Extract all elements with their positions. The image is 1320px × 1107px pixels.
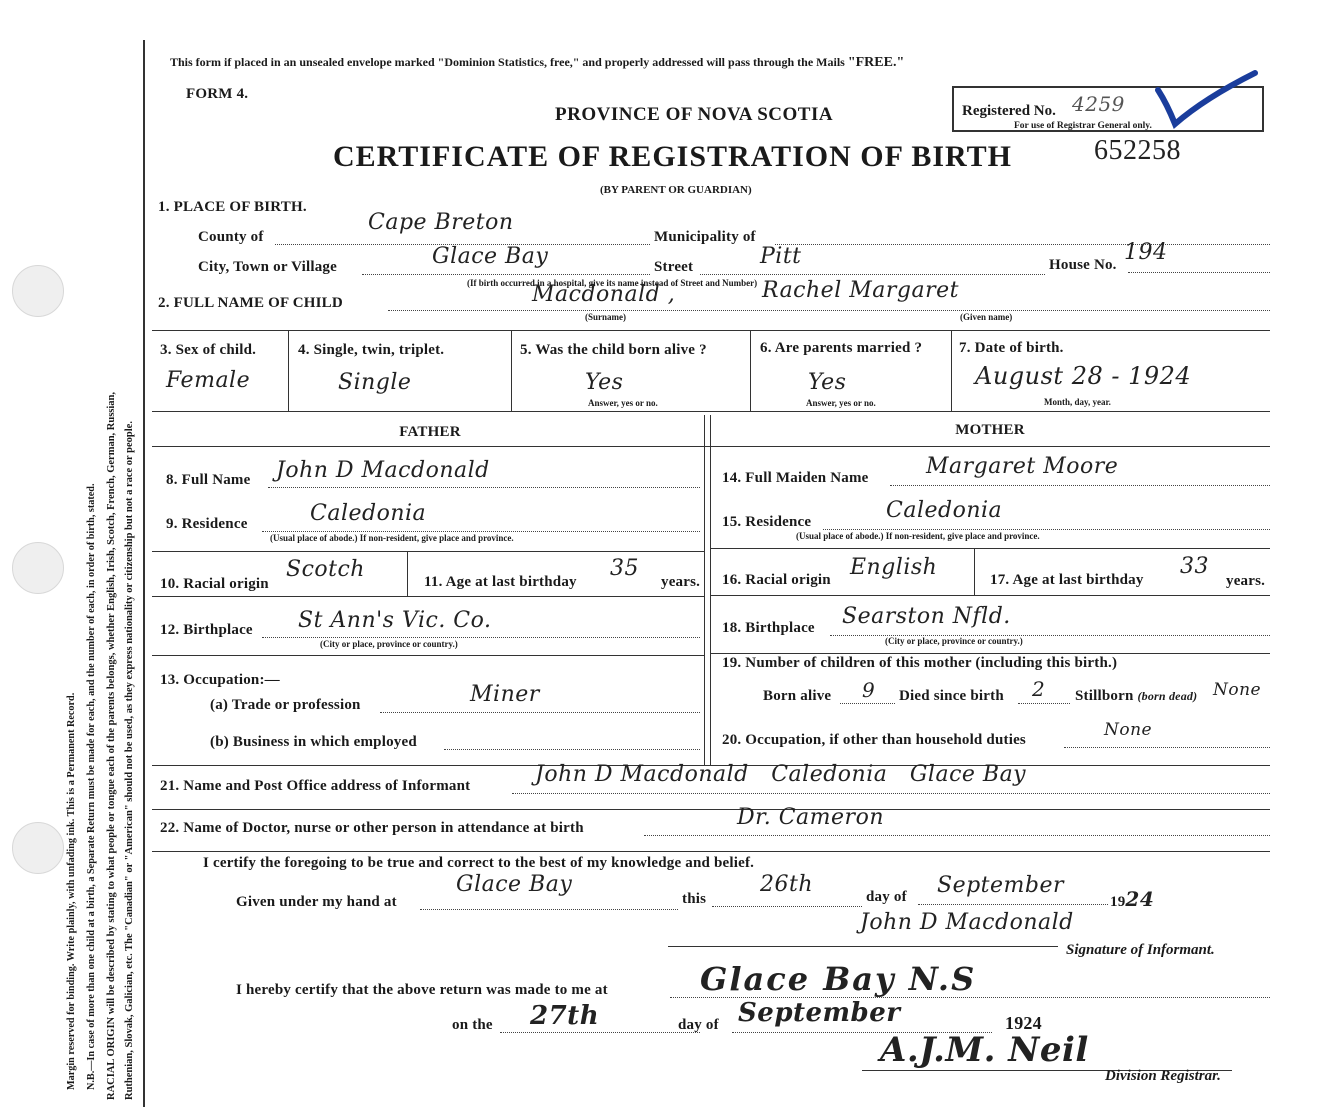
binding-hole-bottom [12, 822, 64, 874]
given-day-of-label: day of [866, 889, 907, 905]
mother-name-label: 14. Full Maiden Name [722, 470, 869, 486]
date-of-birth-value: August 28 - 1924 [975, 362, 1192, 390]
given-year-label: 1924 [1110, 887, 1155, 911]
city-label: City, Town or Village [198, 259, 337, 275]
father-racial-divider [407, 551, 408, 596]
mother-occupation-label: 20. Occupation, if other than household duties [722, 732, 1026, 748]
margin-note-racial-origin-cont: Ruthenian, Slovak, Galician, etc. The "Canadian" or "American" should not be used, as they express nationality or citizenship but not a race or people. [124, 421, 135, 1100]
father-business-line [444, 749, 700, 750]
plurality-label: 4. Single, twin, triplet. [298, 342, 445, 358]
father-rule-1 [152, 551, 704, 552]
stamp-number: 652258 [1094, 135, 1181, 166]
died-since-birth-value: 2 [1032, 677, 1046, 701]
died-since-birth-line [1018, 703, 1070, 704]
mother-rule-1 [710, 548, 1270, 549]
house-no-label: House No. [1049, 257, 1117, 273]
province-heading: PROVINCE OF NOVA SCOTIA [555, 104, 834, 125]
given-place-line [420, 909, 678, 910]
informant-signature-line [668, 946, 1058, 947]
stillborn-label: Stillborn (born dead) [1075, 688, 1198, 704]
father-rule-2 [152, 596, 704, 597]
father-birthplace-label: 12. Birthplace [160, 622, 253, 638]
municipality-label: Municipality of [654, 229, 756, 245]
row3-bottom-rule [152, 411, 1270, 412]
given-under-label: Given under my hand at [236, 894, 397, 910]
informant-signature-caption: Signature of Informant. [1066, 942, 1215, 958]
father-age-unit: years. [661, 574, 701, 590]
parents-married-label: 6. Are parents married ? [760, 340, 923, 356]
parents-center-divider-b [710, 415, 711, 765]
doctor-line [644, 835, 1270, 836]
given-day-value: 26th [760, 872, 814, 897]
street-label: Street [654, 259, 694, 275]
child-given-name-value: Rachel Margaret [762, 278, 959, 303]
registrar-day-of-label: day of [678, 1017, 719, 1033]
mother-children-label: 19. Number of children of this mother (including this birth.) [722, 655, 1118, 671]
father-trade-label: (a) Trade or profession [210, 697, 361, 713]
informant-line [512, 793, 1270, 794]
margin-note-binding: Margin reserved for binding. Write plainly, with unfading ink. This is a Permanent Record. [66, 692, 77, 1090]
parents-center-divider-a [704, 415, 705, 765]
city-value: Glace Bay [432, 244, 549, 269]
margin-note-racial-origin: RACIAL ORIGIN will be described by stating to what people or tongue each of the parents belongs, whether English, Irish, Scotch, French, German, Russian, [106, 391, 117, 1100]
registrar-use-note: For use of Registrar General only. [1014, 121, 1152, 131]
blue-check-mark [1155, 68, 1265, 138]
binding-hole-top [12, 265, 64, 317]
this-label: this [682, 891, 707, 907]
mother-rule-3 [710, 653, 1270, 654]
mother-occupation-value: None [1104, 720, 1153, 740]
father-birthplace-line [262, 637, 700, 638]
registrar-month-value: September [738, 998, 901, 1028]
mother-occupation-line [1064, 747, 1270, 748]
mail-notice: This form if placed in an unsealed envelope marked "Dominion Statistics, free," and properly addressed will pass through the Mails "FREE." [170, 55, 905, 70]
registrar-day-line [500, 1032, 700, 1033]
stillborn-value: None [1213, 680, 1262, 700]
mother-residence-label: 15. Residence [722, 514, 812, 530]
informant-value: John D Macdonald Caledonia Glace Bay [535, 762, 1027, 787]
father-rule-3 [152, 655, 704, 656]
father-name-value: John D Macdonald [276, 458, 490, 483]
mother-heading: MOTHER [955, 422, 1025, 438]
registrar-statement: I hereby certify that the above return was made to me at [236, 982, 608, 998]
mother-birthplace-label: 18. Birthplace [722, 620, 815, 636]
parents-married-note: Answer, yes or no. [806, 398, 876, 408]
given-month-value: September [937, 873, 1065, 898]
mother-age-value: 33 [1180, 554, 1209, 579]
sex-label: 3. Sex of child. [160, 342, 257, 358]
father-age-value: 35 [610, 556, 639, 581]
mother-birthplace-note: (City or place, province or country.) [885, 636, 1023, 646]
given-place-value: Glace Bay [456, 872, 573, 897]
parents-married-value: Yes [808, 370, 847, 395]
father-occupation-label: 13. Occupation:— [160, 672, 280, 688]
mother-racial-label: 16. Racial origin [722, 572, 831, 588]
municipality-line [775, 244, 1270, 245]
street-value: Pitt [760, 244, 802, 269]
father-name-line [268, 487, 700, 488]
registrar-year-value: 1924 [1005, 1013, 1042, 1033]
father-age-label: 11. Age at last birthday [424, 574, 577, 590]
row3-divider-1 [288, 330, 289, 411]
form-number: FORM 4. [186, 86, 249, 102]
certification-top-rule [152, 851, 1270, 852]
row3-divider-3 [750, 330, 751, 411]
mother-age-label: 17. Age at last birthday [990, 572, 1144, 588]
surname-caption: (Surname) [585, 312, 626, 322]
certificate-subtitle: (BY PARENT OR GUARDIAN) [600, 184, 752, 196]
mother-age-unit: years. [1226, 573, 1266, 589]
father-birthplace-note: (City or place, province or country.) [320, 639, 458, 649]
father-birthplace-value: St Ann's Vic. Co. [298, 608, 492, 633]
date-of-birth-label: 7. Date of birth. [959, 340, 1064, 356]
doctor-top-rule [152, 809, 1270, 810]
father-racial-label: 10. Racial origin [160, 576, 269, 592]
born-alive-count-label: Born alive [763, 688, 832, 704]
died-since-birth-label: Died since birth [899, 688, 1004, 704]
house-no-line [1128, 272, 1270, 273]
house-no-value: 194 [1124, 240, 1168, 265]
registered-no-value: 4259 [1072, 92, 1125, 116]
sex-value: Female [166, 368, 251, 393]
informant-label: 21. Name and Post Office address of Informant [160, 778, 471, 794]
born-alive-label: 5. Was the child born alive ? [520, 342, 707, 358]
mother-residence-value: Caledonia [886, 498, 1003, 523]
father-trade-line [380, 712, 700, 713]
father-residence-label: 9. Residence [166, 516, 248, 532]
binding-margin-line [143, 40, 145, 1107]
hospital-note: (If birth occurred in a hospital, give its name instead of Street and Number) [467, 278, 758, 288]
registrar-signature: A.J.M. Neil [880, 1030, 1089, 1070]
father-business-label: (b) Business in which employed [210, 734, 417, 750]
child-name-line [388, 310, 1270, 311]
father-racial-value: Scotch [286, 557, 365, 582]
certification-statement: I certify the foregoing to be true and correct to the best of my knowledge and belief. [203, 855, 755, 871]
informant-signature: John D Macdonald [860, 910, 1074, 935]
mother-residence-note: (Usual place of abode.) If non-resident, give place and province. [796, 531, 1040, 541]
registrar-signature-caption: Division Registrar. [1105, 1068, 1221, 1084]
mother-rule-2 [710, 595, 1270, 596]
child-name-label: 2. FULL NAME OF CHILD [158, 295, 343, 311]
father-heading: FATHER [399, 424, 461, 440]
plurality-value: Single [338, 370, 412, 395]
father-trade-value: Miner [470, 682, 540, 707]
doctor-label: 22. Name of Doctor, nurse or other person in attendance at birth [160, 820, 584, 836]
margin-note-multiple-births: N.B.—In case of more than one child at a birth, a Separate Return must be made for each, and the number of each, in order of birth, stated. [86, 483, 97, 1090]
city-line [362, 274, 650, 275]
father-residence-value: Caledonia [310, 501, 427, 526]
row3-divider-4 [951, 330, 952, 411]
registrar-day-value: 27th [530, 1001, 600, 1031]
born-alive-count-value: 9 [862, 678, 876, 702]
mother-birthplace-value: Searston Nfld. [842, 604, 1011, 629]
mother-racial-value: English [850, 555, 938, 580]
registrar-place-value: Glace Bay N.S [700, 960, 977, 998]
registered-no-label: Registered No. [962, 103, 1056, 119]
street-line [700, 274, 1045, 275]
registrar-on-label: on the [452, 1017, 493, 1033]
county-label: County of [198, 229, 264, 245]
father-name-label: 8. Full Name [166, 472, 251, 488]
certificate-title: CERTIFICATE OF REGISTRATION OF BIRTH [333, 140, 1012, 173]
binding-hole-middle [12, 542, 64, 594]
doctor-value: Dr. Cameron [737, 805, 884, 830]
mother-racial-divider [974, 548, 975, 595]
given-day-line [712, 906, 862, 907]
place-of-birth-label: 1. PLACE OF BIRTH. [158, 199, 307, 215]
mother-name-value: Margaret Moore [926, 454, 1119, 479]
child-surname-value: Macdonald , [532, 282, 676, 307]
given-name-caption: (Given name) [960, 312, 1013, 322]
born-alive-note: Answer, yes or no. [588, 398, 658, 408]
mother-name-line [890, 485, 1270, 486]
row3-top-rule [152, 330, 1270, 331]
given-month-line [918, 904, 1108, 905]
parents-heading-rule [152, 446, 1270, 447]
father-residence-note: (Usual place of abode.) If non-resident, give place and province. [270, 533, 514, 543]
born-alive-count-line [840, 703, 895, 704]
date-of-birth-note: Month, day, year. [1044, 397, 1111, 407]
mother-residence-line [823, 529, 1270, 530]
row3-divider-2 [511, 330, 512, 411]
county-value: Cape Breton [368, 210, 514, 235]
born-alive-value: Yes [585, 370, 624, 395]
father-residence-line [262, 531, 700, 532]
